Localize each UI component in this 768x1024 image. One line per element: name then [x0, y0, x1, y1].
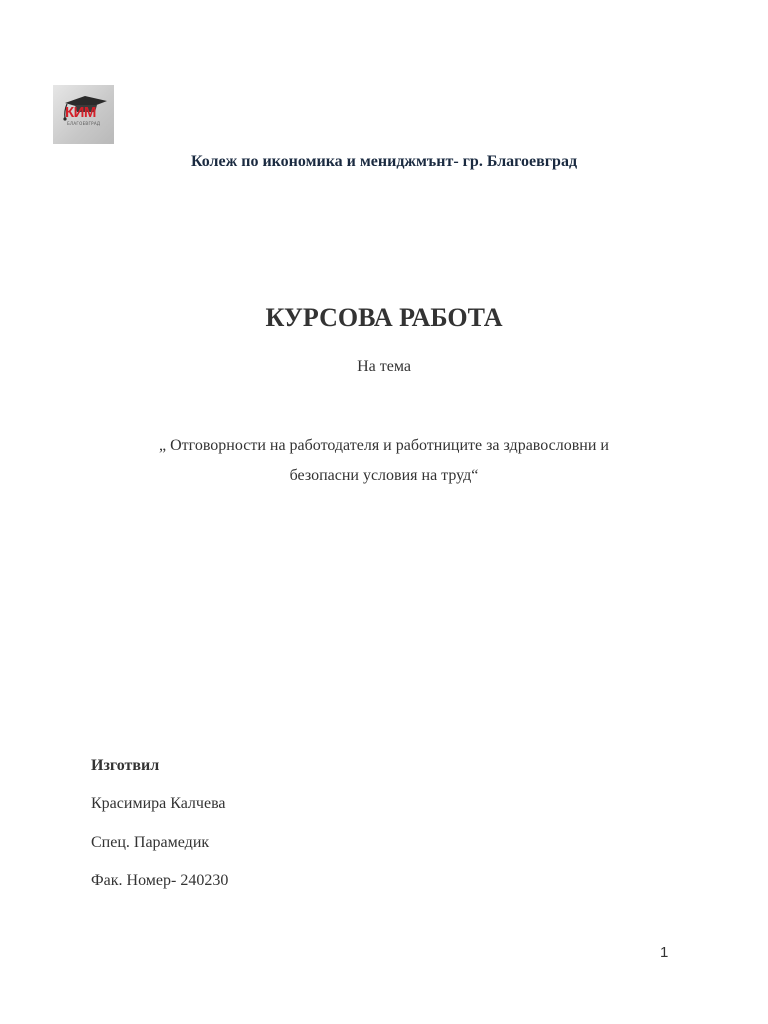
college-logo	[53, 85, 114, 144]
document-title: КУРСОВА РАБОТА	[265, 303, 503, 332]
author-name: Красимира Калчева	[91, 795, 226, 813]
author-specialty: Спец. Парамедик	[91, 833, 210, 851]
author-faculty-number: Фак. Номер- 240230	[91, 871, 229, 889]
logo-subtext: БЛАГОЕВГРАД	[67, 121, 101, 126]
document-topic	[104, 431, 664, 491]
topic-line-1: „ Отговорности на работодателя и работниците за здравословни и	[159, 437, 609, 454]
college-name: Колеж по икономика и мениджмънт- гр. Благоевград	[190, 153, 578, 170]
author-heading: Изготвил	[91, 757, 160, 774]
logo-text: КИМ	[65, 104, 96, 121]
author-block	[91, 756, 228, 909]
document-subtitle: На тема	[357, 358, 411, 375]
page-number: 1	[660, 944, 669, 961]
topic-line-2: безопасни условия на труд“	[289, 467, 479, 484]
